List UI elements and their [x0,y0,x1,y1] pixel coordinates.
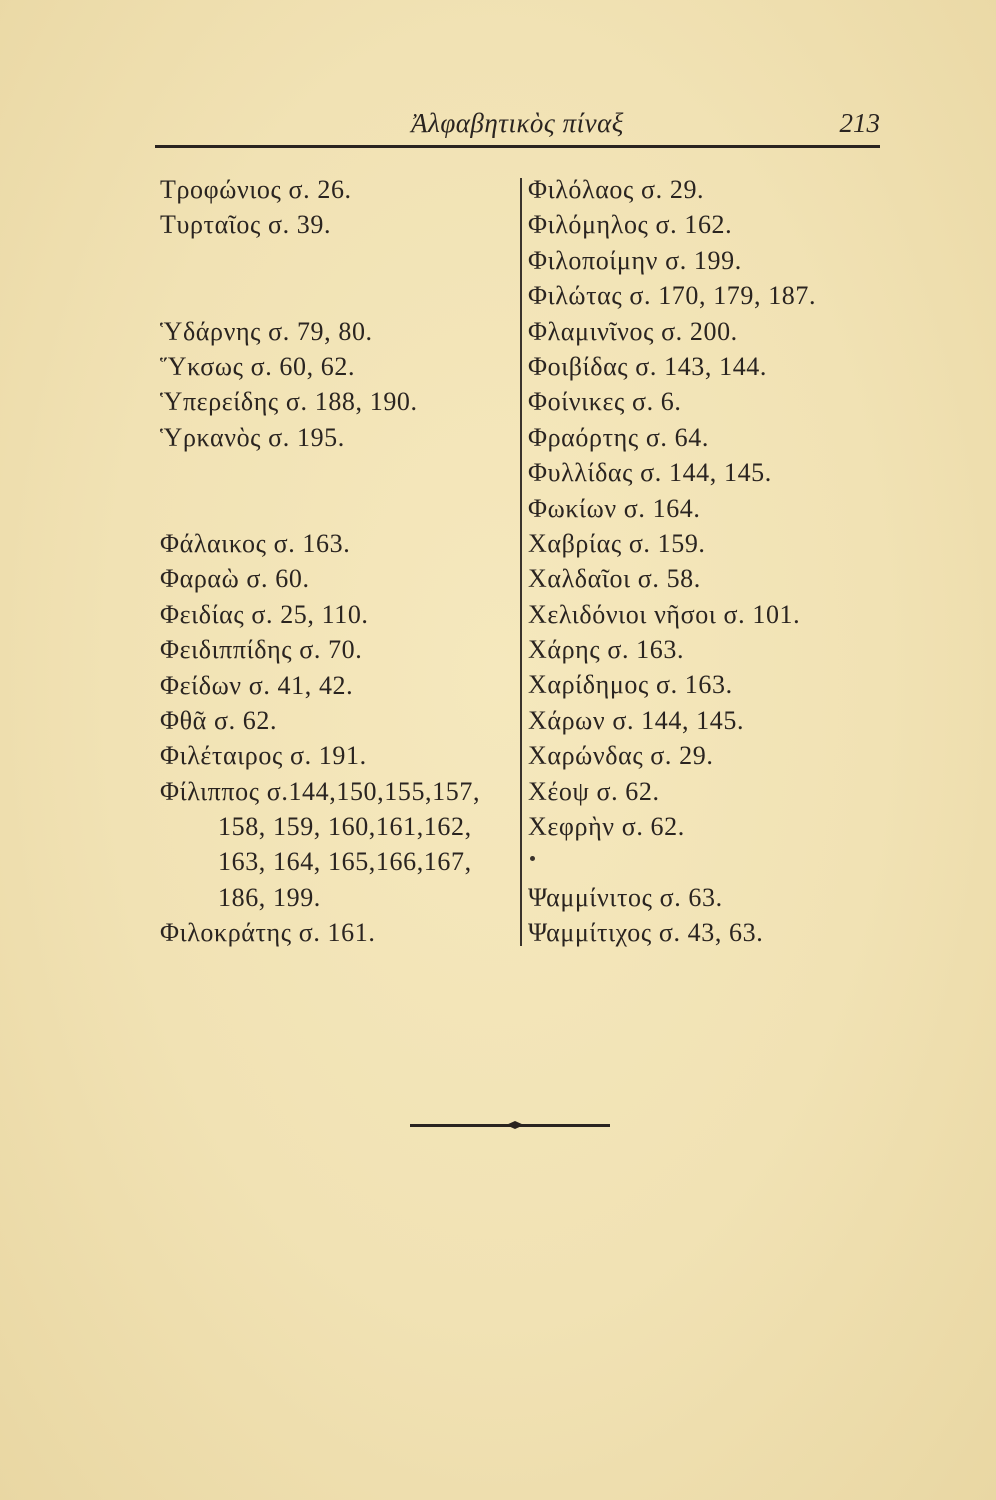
index-entry-line: Χεφρὴν σ. 62. [528,812,685,842]
index-entry-line: Φιλόλαος σ. 29. [528,175,705,204]
index-entry-line: Φιλώτας σ. 170, 179, 187. [528,281,817,311]
index-entry-line: Χάρης σ. 163. [528,635,685,665]
index-entry-line: Φιλέταιρος σ. 191. [160,741,367,771]
index-entry [528,597,968,632]
index-entry [528,880,968,915]
index-entry [160,384,515,419]
index-entry [160,314,515,349]
index-entry-line: Ὑπερείδης σ. 188, 190. [160,387,418,417]
index-entry-line: Χελιδόνιοι νῆσοι σ. 101. [528,599,801,629]
index-entry-line: Χαρώνδας σ. 29. [528,741,714,771]
index-entry-line: Φραόρτης σ. 64. [528,422,709,452]
index-entry-line: Ὕκσως σ. 60, 62. [160,351,356,381]
index-entry-line: Φειδιππίδης σ. 70. [160,635,363,665]
running-title: Ἀλφαβητικὸς πίναξ [411,108,624,138]
index-entry [160,668,515,703]
index-entry [160,349,515,384]
index-entry [160,632,515,667]
index-group [160,314,515,456]
index-entry-line: Χαρίδημος σ. 163. [528,670,733,700]
index-entry-line: Χαλδαῖοι σ. 58. [528,564,701,594]
index-entry [160,738,515,773]
index-entry-line: Φαραὼ σ. 60. [160,564,310,594]
index-entry [160,207,515,242]
index-entry [528,703,968,738]
index-entry-line: Φυλλίδας σ. 144, 145. [528,458,772,488]
index-entry [528,384,968,419]
index-entry [160,597,515,632]
index-entry [160,172,515,207]
index-entry [528,455,968,490]
index-entry-line: Φείδων σ. 41, 42. [160,670,354,700]
index-entry [528,561,968,596]
index-entry-line: Τροφώνιος σ. 26. [160,175,352,204]
index-entry-line: Ὑρκανὸς σ. 195. [160,422,345,452]
index-column-left [160,172,515,951]
index-entry [528,526,968,561]
index-entry-line: Φοιβίδας σ. 143, 144. [528,351,768,381]
index-entry-line: Ὑδάρνης σ. 79, 80. [160,316,373,346]
index-entry [528,774,968,809]
stray-print-dot [530,856,535,861]
index-entry [528,314,968,349]
index-entry [528,243,968,278]
index-entry-line: Φθᾶ σ. 62. [160,705,278,735]
index-entry [528,278,968,313]
index-entry-line: Φειδίας σ. 25, 110. [160,599,369,629]
index-entry-continuation: 186, 199. [218,882,321,912]
index-entry [160,526,515,561]
index-entry [528,349,968,384]
index-entry-line: Ψαμμίτιχος σ. 43, 63. [528,918,764,948]
index-entry [160,915,515,950]
index-entry [160,774,515,916]
index-entry [160,420,515,455]
index-entry [528,491,968,526]
running-head [155,106,880,140]
ornament-diamond [506,1121,524,1129]
index-entry [528,420,968,455]
index-entry-line: Τυρταῖος σ. 39. [160,210,332,240]
index-entry-line: Φωκίων σ. 164. [528,493,701,523]
index-entry-line: Φιλοκράτης σ. 161. [160,918,376,948]
index-entry-continuation: 158, 159, 160,161,162, [218,812,472,842]
index-entry [160,561,515,596]
index-entry-line: Χάρων σ. 144, 145. [528,705,745,735]
index-entry [528,667,968,702]
index-entry-continuation: 163, 164, 165,166,167, [218,847,472,877]
index-entry-line: Χέοψ σ. 62. [528,776,660,806]
page-number: 213 [839,108,880,138]
index-entry-line: Φιλοποίμην σ. 199. [528,245,742,275]
index-entry [528,915,968,950]
index-group [528,172,968,844]
index-entry [528,632,968,667]
index-entry [528,172,968,207]
index-entry-line: Φίλιππος σ.144,150,155,157, [160,776,481,806]
index-column-right [528,172,968,951]
header-rule [155,145,880,148]
index-entry [160,703,515,738]
index-entry-line: Φιλόμηλος σ. 162. [528,210,733,240]
index-entry-line: Χαβρίας σ. 159. [528,528,706,558]
index-group [160,172,515,243]
index-entry [528,809,968,844]
column-divider [520,178,522,946]
index-entry-line: Φοίνικες σ. 6. [528,387,682,417]
index-entry-line: Φάλαικος σ. 163. [160,528,351,558]
index-entry-line: Ψαμμίνιτος σ. 63. [528,882,723,912]
index-group [528,880,968,951]
index-group [160,526,515,951]
index-entry [528,207,968,242]
index-entry-line: Φλαμινῖνος σ. 200. [528,316,738,346]
end-ornament [410,1121,610,1129]
index-entry [528,738,968,773]
